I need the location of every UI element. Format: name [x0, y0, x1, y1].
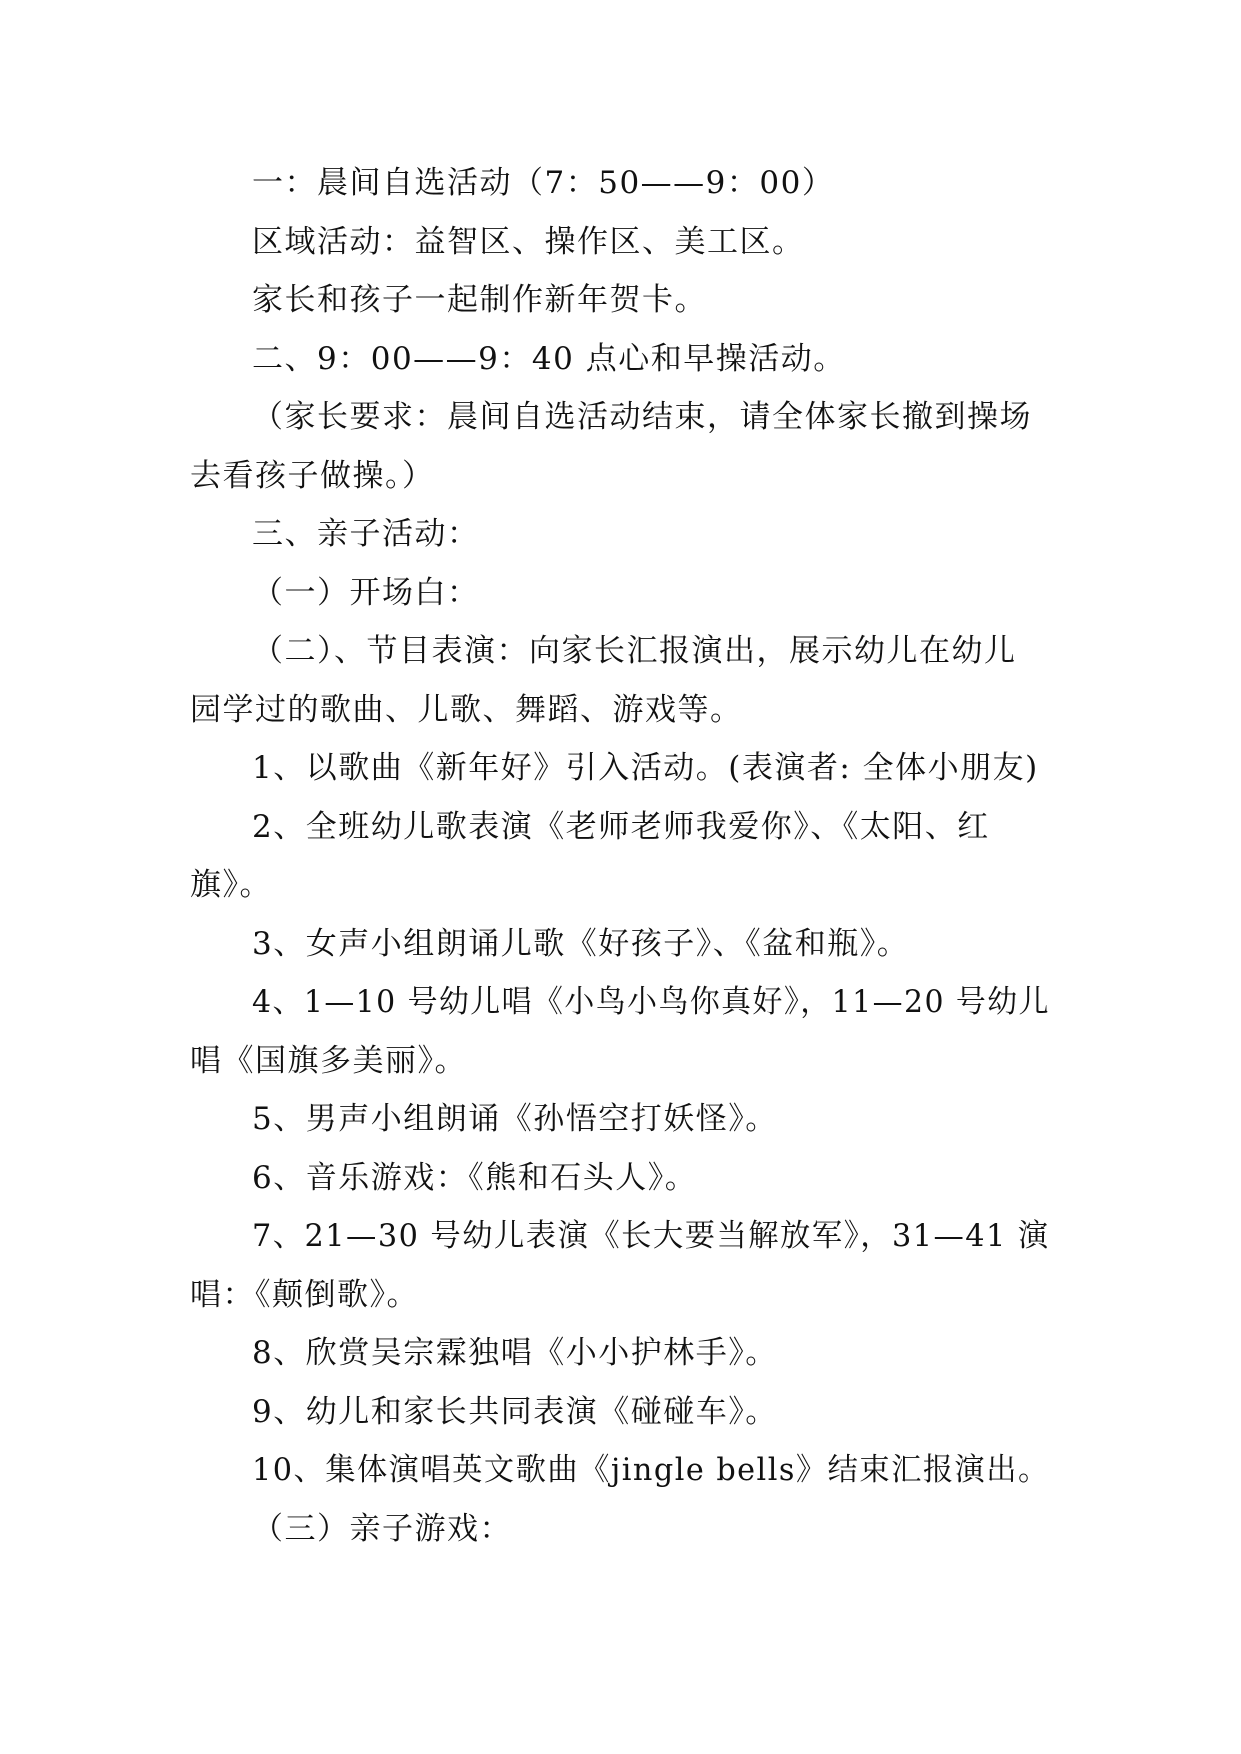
text-line: 三、亲子活动： — [252, 516, 480, 552]
text-line: 旗》。 — [190, 867, 272, 903]
text-line: 园学过的歌曲、儿歌、舞蹈、游戏等。 — [190, 692, 743, 728]
text-line: 9、幼儿和家长共同表演《碰碰车》。 — [252, 1394, 778, 1430]
text-line: 7、21—30 号幼儿表演《长大要当解放军》，31—41 演 — [252, 1218, 1050, 1254]
text-line: 10、集体演唱英文歌曲《jingle bells》结束汇报演出。 — [252, 1452, 1050, 1488]
text-line: 家长和孩子一起制作新年贺卡。 — [252, 282, 707, 318]
text-line: 2、全班幼儿歌表演《老师老师我爱你》、《太阳、红 — [252, 809, 990, 845]
text-line: 区域活动：益智区、操作区、美工区。 — [252, 224, 805, 260]
text-line: （家长要求：晨间自选活动结束，请全体家长撤到操场 — [252, 399, 1032, 435]
text-line: 二、9：00——9：40 点心和早操活动。 — [252, 341, 846, 377]
text-line: （二）、节目表演：向家长汇报演出，展示幼儿在幼儿 — [252, 633, 1017, 669]
text-line: 6、音乐游戏：《熊和石头人》。 — [252, 1160, 698, 1196]
text-line: 唱：《颠倒歌》。 — [190, 1277, 419, 1313]
text-line: 一：晨间自选活动（7：50——9：00） — [252, 165, 835, 201]
text-line: 8、欣赏吴宗霖独唱《小小护林手》。 — [252, 1335, 778, 1371]
text-line: 唱《国旗多美丽》。 — [190, 1043, 467, 1079]
text-line: 去看孩子做操。） — [190, 458, 435, 494]
text-line: （三）亲子游戏： — [252, 1511, 512, 1547]
text-line: 1、以歌曲《新年好》引入活动。(表演者: 全体小朋友) — [252, 750, 1039, 786]
text-line: 4、1—10 号幼儿唱《小鸟小鸟你真好》，11—20 号幼儿 — [252, 984, 1050, 1020]
text-line: （一）开场白： — [252, 575, 480, 611]
text-line: 5、男声小组朗诵《孙悟空打妖怪》。 — [252, 1101, 778, 1137]
text-line: 3、女声小组朗诵儿歌《好孩子》、《盆和瓶》。 — [252, 926, 910, 962]
